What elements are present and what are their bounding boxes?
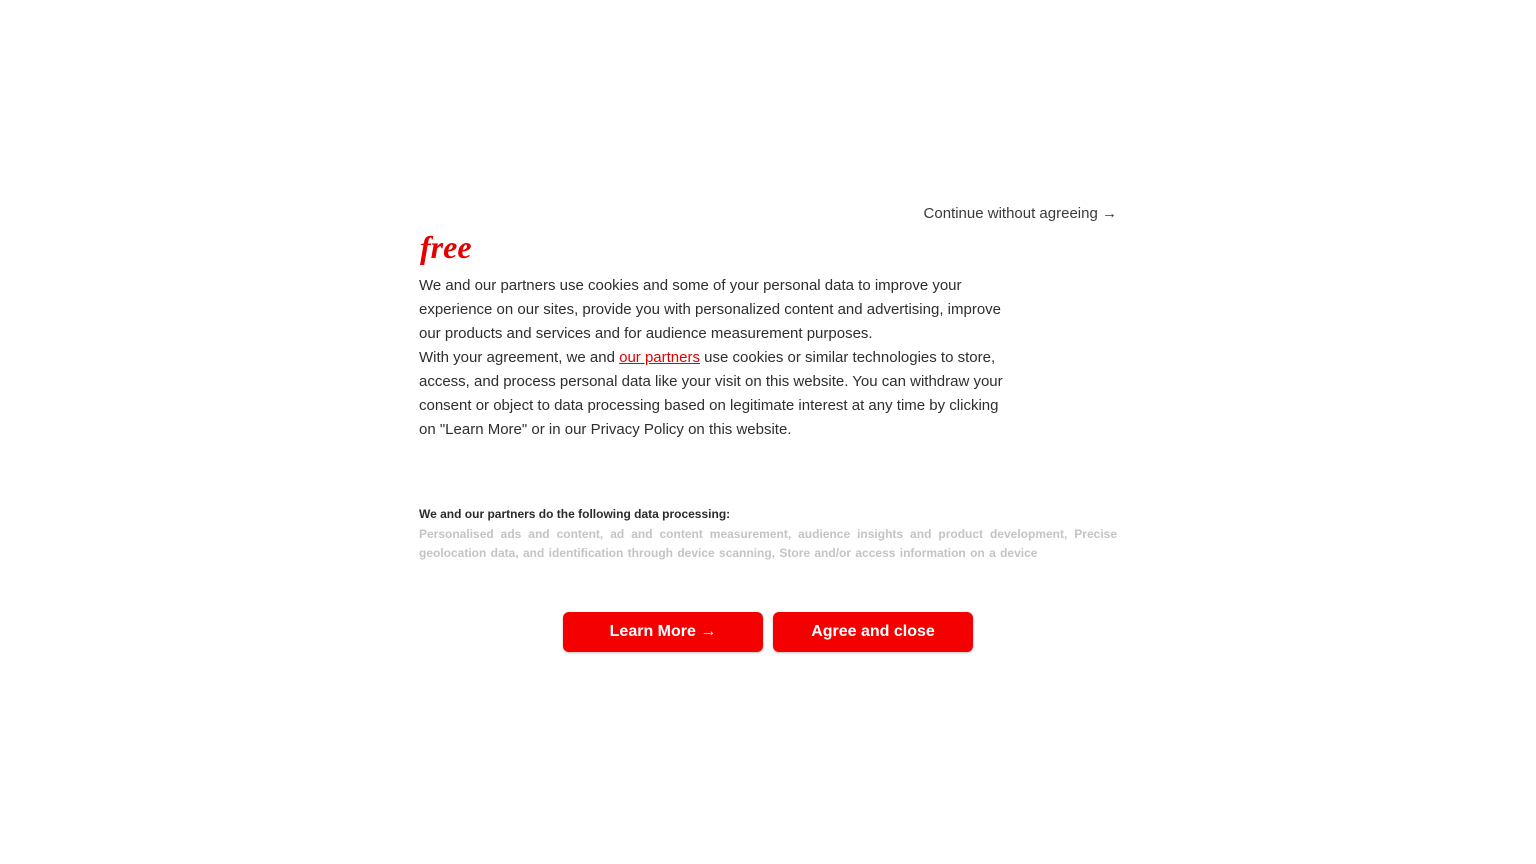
- continue-without-agreeing-link[interactable]: Continue without agreeing →: [923, 205, 1117, 222]
- free-logo-text: free: [420, 231, 472, 265]
- consent-intro-text: [419, 274, 1019, 442]
- free-logo: [419, 231, 497, 267]
- intro-paragraph-2-suffix: use cookies or similar technologies to store, access, and process personal data like your visit on this website. You can withdraw your consent or object to data processing based on legitimate interest at any time by clicking on "Learn More" or in our Privacy Policy on this website.: [419, 349, 1003, 438]
- intro-paragraph-2-prefix: With your agreement, we and: [419, 349, 620, 366]
- agree-and-close-button[interactable]: Agree and close: [773, 612, 973, 652]
- intro-paragraph-1: We and our partners use cookies and some of your personal data to improve your experience on our sites, provide you with personalized content and advertising, improve our products and services and for audience measurement purposes.: [419, 277, 1001, 342]
- data-processing-title: We and our partners do the following data processing:: [419, 507, 731, 521]
- consent-buttons: [563, 612, 973, 652]
- data-processing-list: Personalised ads and content, ad and content measurement, audience insights and product development, Precise geolocation data, and identification through device scanning, Store and/or access information on a device: [419, 527, 1117, 560]
- data-processing-section: [419, 506, 1117, 563]
- intro-paragraph-2: [419, 346, 1019, 442]
- our-partners-link[interactable]: our partners: [619, 349, 700, 366]
- learn-more-button[interactable]: Learn More →: [563, 612, 763, 652]
